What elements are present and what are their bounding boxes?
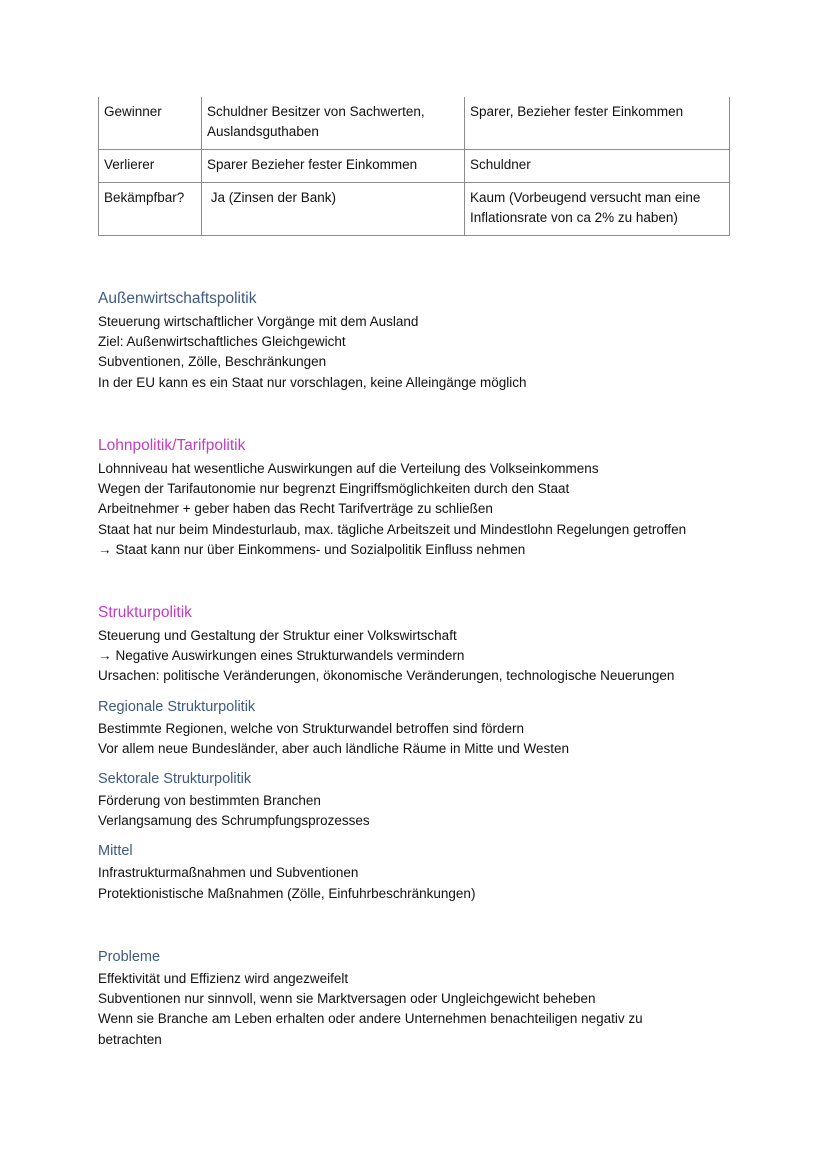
arrow-icon: → (98, 541, 112, 557)
text-line: betrachten (98, 1031, 162, 1047)
table-cell (99, 150, 202, 183)
cell-line: Sparer, Bezieher fester Einkommen (470, 104, 684, 119)
table-cell (202, 183, 465, 236)
cell-line: Schuldner (470, 157, 531, 172)
table-cell (99, 97, 202, 150)
subsection-heading: Mittel (98, 843, 133, 860)
table-row (99, 150, 730, 183)
table-cell (202, 97, 465, 150)
section-strukturpolitik (98, 602, 798, 904)
text-line: Infrastrukturmaßnahmen und Subventionen (98, 865, 359, 881)
table-cell (202, 150, 465, 183)
row-label: Bekämpfbar? (104, 190, 185, 205)
cell-line: Sparer Bezieher fester Einkommen (207, 157, 418, 172)
section-aussenwirtschaftspolitik (98, 288, 798, 393)
text-line (98, 540, 798, 560)
cell-line: Schuldner Besitzer von Sachwerten, (207, 104, 425, 119)
section-heading: Strukturpolitik (98, 604, 192, 621)
table-cell (465, 183, 730, 236)
subsection-heading: Sektorale Strukturpolitik (98, 771, 252, 788)
table-row (99, 183, 730, 236)
text-line: Staat hat nur beim Mindesturlaub, max. tägliche Arbeitszeit und Mindestlohn Regelungen getroffen (98, 521, 687, 537)
cell-line: Kaum (Vorbeugend versucht man eine (470, 190, 701, 205)
subsection-mittel (98, 841, 798, 903)
arrow-text: Negative Auswirkungen eines Strukturwandels vermindern (115, 648, 465, 664)
table-cell (465, 97, 730, 150)
text-line: Protektionistische Maßnahmen (Zölle, Einfuhrbeschränkungen) (98, 885, 476, 901)
text-line: Ursachen: politische Veränderungen, ökonomische Veränderungen, technologische Neuerungen (98, 668, 675, 684)
cell-line: Inflationsrate von ca 2% zu haben) (470, 210, 678, 225)
text-line: In der EU kann es ein Staat nur vorschlagen, keine Alleingänge möglich (98, 374, 527, 390)
text-line: Subventionen nur sinnvoll, wenn sie Marktversagen oder Ungleichgewicht beheben (98, 991, 596, 1007)
cell-line: Ja (Zinsen der Bank) (207, 190, 337, 205)
text-line: Bestimmte Regionen, welche von Strukturwandel betroffen sind fördern (98, 720, 524, 736)
text-line: Arbeitnehmer + geber haben das Recht Tarifverträge zu schließen (98, 501, 493, 517)
table-cell (99, 183, 202, 236)
text-line: Steuerung wirtschaftlicher Vorgänge mit dem Ausland (98, 314, 419, 329)
text-line: Subventionen, Zölle, Beschränkungen (98, 354, 327, 370)
text-line: Ziel: Außenwirtschaftliches Gleichgewicht (98, 334, 346, 350)
text-line: Förderung von bestimmten Branchen (98, 793, 321, 809)
comparison-table (98, 97, 730, 236)
text-line: Effektivität und Effizienz wird angezweifelt (98, 971, 349, 986)
section-probleme (98, 947, 798, 1050)
arrow-icon: → (98, 648, 112, 664)
text-line: Vor allem neue Bundesländer, aber auch ländliche Räume in Mitte und Westen (98, 740, 570, 756)
section-heading: Probleme (98, 949, 161, 965)
row-label: Verlierer (104, 157, 155, 172)
text-line (98, 646, 798, 666)
section-heading: Außenwirtschaftspolitik (98, 290, 257, 307)
table-row (99, 97, 730, 150)
section-heading: Lohnpolitik/Tarifpolitik (98, 437, 246, 454)
cell-line: Auslandsguthaben (207, 124, 319, 139)
subsection-sektoral (98, 769, 798, 831)
row-label: Gewinner (104, 104, 162, 119)
text-line: Wenn sie Branche am Leben erhalten oder andere Unternehmen benachteiligen negativ zu (98, 1011, 643, 1027)
text-line: Lohnniveau hat wesentliche Auswirkungen auf die Verteilung des Volkseinkommens (98, 461, 599, 476)
subsection-regional (98, 697, 798, 759)
arrow-text: Staat kann nur über Einkommens- und Sozialpolitik Einfluss nehmen (115, 541, 526, 557)
text-line: Verlangsamung des Schrumpfungsprozesses (98, 813, 370, 829)
text-line: Wegen der Tarifautonomie nur begrenzt Eingriffsmöglichkeiten durch den Staat (98, 481, 570, 497)
table-cell (465, 150, 730, 183)
subsection-heading: Regionale Strukturpolitik (98, 698, 256, 715)
section-lohnpolitik (98, 435, 798, 560)
text-line: Steuerung und Gestaltung der Struktur einer Volkswirtschaft (98, 628, 457, 643)
